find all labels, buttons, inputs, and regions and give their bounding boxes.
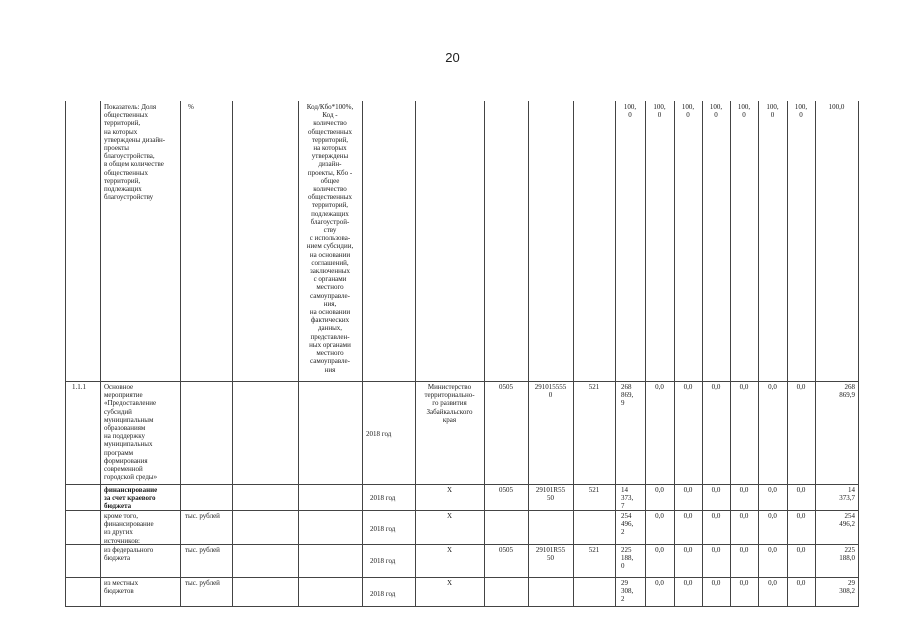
row-year-value: 0,0 bbox=[768, 546, 777, 554]
row-year-value: 0,0 bbox=[796, 383, 806, 391]
grid-line bbox=[65, 544, 859, 545]
row-name: финансирование за счет краевого бюджета bbox=[104, 486, 158, 511]
row-period: 2018 год bbox=[366, 430, 392, 438]
row-year-value: 0,0 bbox=[683, 383, 693, 391]
row-grbs: 0505 bbox=[499, 546, 513, 554]
indicator-unit: % bbox=[188, 103, 194, 111]
row-unit: тыс. рублей bbox=[185, 579, 220, 587]
row-name: из местных бюджетов bbox=[104, 579, 139, 596]
indicator-value: 100, 0 bbox=[737, 103, 751, 120]
row-year-value: 0,0 bbox=[655, 512, 664, 520]
row-unit: тыс. рублей bbox=[185, 512, 220, 520]
row-csr: 29101R55 50 bbox=[535, 546, 566, 563]
indicator-value: 100, 0 bbox=[623, 103, 637, 120]
row-year-value: 0,0 bbox=[711, 486, 721, 494]
row-name: из федерального бюджета bbox=[104, 546, 154, 563]
row-year-value: 0,0 bbox=[655, 383, 664, 391]
row-grbs: 0505 bbox=[499, 383, 513, 391]
grid-line bbox=[858, 101, 859, 607]
grid-line bbox=[573, 101, 574, 607]
row-year-value: 254 496, 2 bbox=[621, 512, 634, 537]
row-year-value: 225 188, 0 bbox=[621, 546, 634, 571]
page-number: 20 bbox=[445, 50, 460, 65]
row-period: 2018 год bbox=[370, 557, 396, 565]
row-name: Основное мероприятие «Предоставление субсидий муниципальным образованиям на поддержку муниципальных программ формирования современной городской среды» bbox=[104, 383, 158, 482]
row-period: 2018 год bbox=[370, 494, 396, 502]
grid-line bbox=[815, 101, 816, 607]
row-period: 2018 год bbox=[370, 590, 396, 598]
row-year-value: 0,0 bbox=[739, 546, 749, 554]
row-year-value: 0,0 bbox=[711, 383, 721, 391]
row-name: кроме того, финансирование из других источников: bbox=[104, 512, 154, 545]
row-vr: 521 bbox=[588, 546, 600, 554]
grid-line bbox=[65, 381, 859, 382]
grid-line bbox=[702, 101, 703, 607]
row-total: 14 373,7 bbox=[839, 486, 855, 503]
indicator-value: 100, 0 bbox=[794, 103, 808, 120]
row-year-value: 0,0 bbox=[655, 486, 664, 494]
row-year-value: 0,0 bbox=[796, 579, 806, 587]
grid-line bbox=[415, 101, 416, 607]
indicator-total: 100,0 bbox=[828, 103, 845, 111]
grid-line bbox=[674, 101, 675, 607]
grid-line bbox=[65, 484, 859, 485]
row-year-value: 0,0 bbox=[655, 546, 664, 554]
indicator-value: 100, 0 bbox=[766, 103, 779, 120]
row-year-value: 0,0 bbox=[711, 579, 721, 587]
row-year-value: 0,0 bbox=[768, 579, 777, 587]
row-year-value: 0,0 bbox=[739, 512, 749, 520]
row-year-value: 268 869, 9 bbox=[621, 383, 634, 408]
row-year-value: 29 308, 2 bbox=[621, 579, 634, 604]
row-year-value: 0,0 bbox=[768, 486, 777, 494]
row-year-value: 0,0 bbox=[796, 486, 806, 494]
row-executor: X bbox=[446, 512, 453, 520]
row-year-value: 14 373, 7 bbox=[621, 486, 634, 511]
row-csr: 291015555 0 bbox=[534, 383, 567, 400]
grid-line bbox=[100, 101, 101, 607]
row-year-value: 0,0 bbox=[683, 486, 693, 494]
row-unit: тыс. рублей bbox=[185, 546, 220, 554]
grid-line bbox=[787, 101, 788, 607]
row-executor: X bbox=[446, 546, 453, 554]
grid-line bbox=[484, 101, 485, 607]
row-grbs: 0505 bbox=[499, 486, 513, 494]
grid-line bbox=[180, 101, 181, 607]
grid-line bbox=[65, 101, 66, 607]
row-year-value: 0,0 bbox=[683, 512, 693, 520]
row-year-value: 0,0 bbox=[768, 512, 777, 520]
row-year-value: 0,0 bbox=[739, 383, 749, 391]
row-year-value: 0,0 bbox=[796, 546, 806, 554]
grid-line bbox=[65, 510, 859, 511]
row-year-value: 0,0 bbox=[739, 486, 749, 494]
row-vr: 521 bbox=[588, 383, 600, 391]
row-vr: 521 bbox=[588, 486, 600, 494]
row-csr: 29101R55 50 bbox=[535, 486, 566, 503]
row-number: 1.1.1 bbox=[72, 383, 86, 391]
row-total: 268 869,9 bbox=[839, 383, 855, 400]
indicator-formula: Код/Кбо*100%, Код - количество общественных территорий, на которых утверждены дизайн- проекты, Кбо - общее количество общественных территорий, подлежащих благоустрой- ству с использова- нием субсидии, на основании соглашений, заключенных с органами местного самоуправле- ния, на основании фактических данных, представлен- ных органами местного самоуправле- ния bbox=[306, 103, 354, 374]
grid-line bbox=[730, 101, 731, 607]
row-year-value: 0,0 bbox=[739, 579, 749, 587]
grid-line bbox=[758, 101, 759, 607]
indicator-value: 100, 0 bbox=[681, 103, 695, 120]
row-total: 225 188,0 bbox=[839, 546, 855, 563]
row-year-value: 0,0 bbox=[711, 512, 721, 520]
row-year-value: 0,0 bbox=[796, 512, 806, 520]
row-year-value: 0,0 bbox=[683, 579, 693, 587]
row-year-value: 0,0 bbox=[683, 546, 693, 554]
row-period: 2018 год bbox=[370, 525, 396, 533]
row-year-value: 0,0 bbox=[711, 546, 721, 554]
grid-line bbox=[615, 101, 616, 607]
row-year-value: 0,0 bbox=[655, 579, 664, 587]
row-total: 29 308,2 bbox=[839, 579, 855, 596]
row-year-value: 0,0 bbox=[768, 383, 777, 391]
row-executor: Министерство территориально- го развития Забайкальского края bbox=[424, 383, 475, 424]
row-total: 254 496,2 bbox=[839, 512, 855, 529]
grid-line bbox=[362, 101, 363, 607]
grid-line bbox=[528, 101, 529, 607]
grid-line bbox=[232, 101, 233, 607]
row-executor: X bbox=[446, 486, 453, 494]
row-executor: X bbox=[446, 579, 453, 587]
indicator-name: Показатель: Доля общественных территорий, на которых утверждены дизайн- проекты благоустройства, в общем количестве общественных территорий, подлежащих благоустройству bbox=[104, 103, 166, 202]
grid-line bbox=[65, 577, 859, 578]
grid-line bbox=[645, 101, 646, 607]
grid-line bbox=[65, 606, 859, 607]
indicator-value: 100, 0 bbox=[709, 103, 723, 120]
indicator-value: 100, 0 bbox=[653, 103, 666, 120]
